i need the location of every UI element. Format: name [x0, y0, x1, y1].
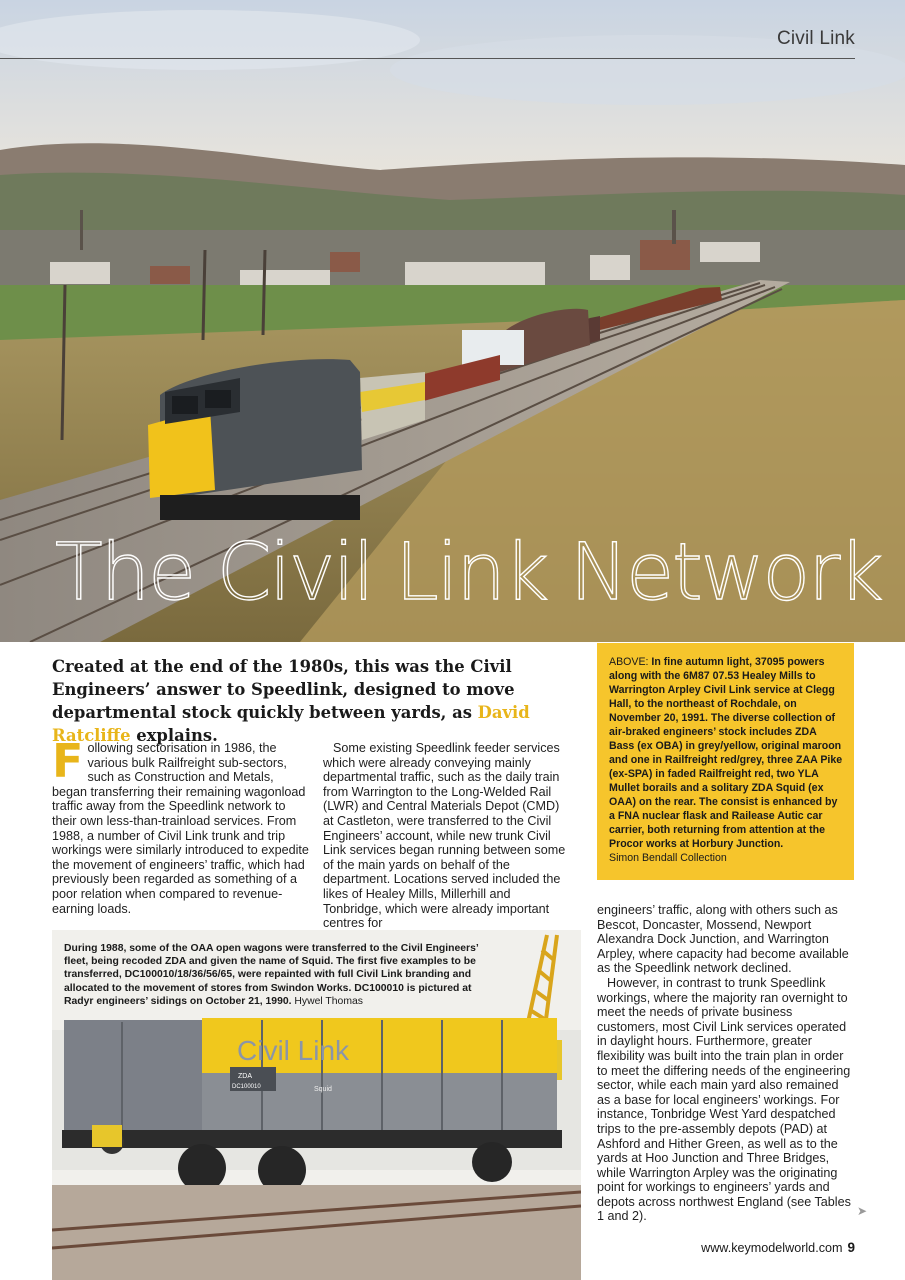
wagon-code: ZDA: [238, 1073, 252, 1080]
wagon-number: DC100010: [232, 1084, 261, 1090]
page-footer: [701, 1240, 855, 1255]
wagon-caption-text: During 1988, some of the OAA open wagons were transferred to the Civil Engineers’ fleet, being recoded ZDA and given the name of Squid. The first five examples to be transferred, DC100010/18/36/56/65, were repainted with full Civil Link branding and allocated to the movement of stores from Swindon Works. DC100010 is pictured at Radyr engineers’ sidings on October 21, 1990.: [64, 943, 479, 1007]
standfirst-tail: explains.: [130, 726, 218, 745]
body-column-2: [323, 741, 568, 931]
wagon-photo: [52, 930, 581, 1280]
caption-text: In fine autumn light, 37095 powers along with the 6M87 07.53 Healey Mills to Warrington Arpley Civil Link service at Clegg Hall, to the northeast of Rochdale, on November 20, 1991. The diverse collection of air-braked engineers’ stock includes ZDA Bass (ex OBA) in grey/yellow, original maroon and one in Railfreight red/grey, three ZAA Pike (ex-SPA) in faded Railfreight red, two YLA Mullet borails and a solitary ZDA Squid (ex OAA) on the rear. The consist is enhanced by a FNA nuclear flask and Railease Autic car carrier, both returning from attention at the Procor works at Horbury Junction.: [609, 656, 843, 850]
page-number: 9: [847, 1240, 855, 1255]
drop-cap: F: [52, 734, 84, 788]
body-paragraph-3: engineers’ traffic, along with others such as Bescot, Doncaster, Mossend, Newport Alexandra Dock Junction, and Warrington Arpley, where capacity had become available as the Speedlink network declined.: [597, 903, 849, 976]
article-title: The Civil Link Network: [55, 528, 882, 618]
main-photo-caption: [597, 643, 854, 880]
body-paragraph-1: ollowing sectorisation in 1986, the various bulk Railfreight sub-sectors, such as Construction and Metals, began transferring their remaining wagonload traffic away from the Speedlink network to their own less-than-trainload services. From 1988, a number of Civil Link trunk and trip workings were similarly introduced to expedite the movement of engineers’ traffic, which had previously been regarded as something of a poor relation when compared to revenue-earning loads.: [52, 741, 309, 916]
standfirst: [52, 655, 587, 747]
body-column-3: [597, 903, 854, 1224]
wagon-photo-caption: [64, 942, 494, 1008]
wagon-caption-credit: Hywel Thomas: [294, 995, 363, 1007]
continue-arrow-icon: ➤: [857, 1204, 868, 1218]
header-rule: [0, 58, 855, 59]
body-paragraph-4: However, in contrast to trunk Speedlink workings, where the majority ran overnight to meet the needs of private business customers, most Civil Link services operated in daylight hours. Furthermore, greater flexibility was built into the train plan in order to meet the differing needs of the engineering sector, while each main yard also remained as a base for local engineers’ workings. For instance, Tonbridge West Yard despatched trips to the pre-assembly depots (PAD) at Ashford and Hither Green, as well as to the yards at Hoo Junction and Three Bridges, while Warrington Arpley was the originating point for workings to engineers’ yards and depots across northwest England (see Tables 1 and 2).: [597, 975, 851, 1224]
wagon-name: Squid: [314, 1086, 332, 1093]
standfirst-text: Created at the end of the 1980s, this was the Civil Engineers’ answer to Speedlink, designed to move departmental stock quickly between yards, as: [52, 657, 515, 722]
caption-label: ABOVE:: [609, 656, 652, 668]
wagon-brand: Civil Link: [237, 1035, 350, 1066]
author-name: David Ratcliffe: [52, 703, 530, 745]
section-tag: Civil Link: [776, 28, 855, 49]
website-url: www.keymodelworld.com: [701, 1241, 843, 1255]
body-paragraph-2: Some existing Speedlink feeder services which were already conveying mainly departmental traffic, such as the daily train from Warrington to the Long-Welded Rail (LWR) and Central Materials Depot (CMD) at Castleton, were transferred to the Civil Engineers’ account, while new trunk Civil Link services began running between some of the main yards on behalf of the department. Locations served included the likes of Healey Mills, Millerhill and Tonbridge, which were already important centres for: [323, 741, 566, 931]
caption-credit: Simon Bendall Collection: [609, 852, 727, 864]
